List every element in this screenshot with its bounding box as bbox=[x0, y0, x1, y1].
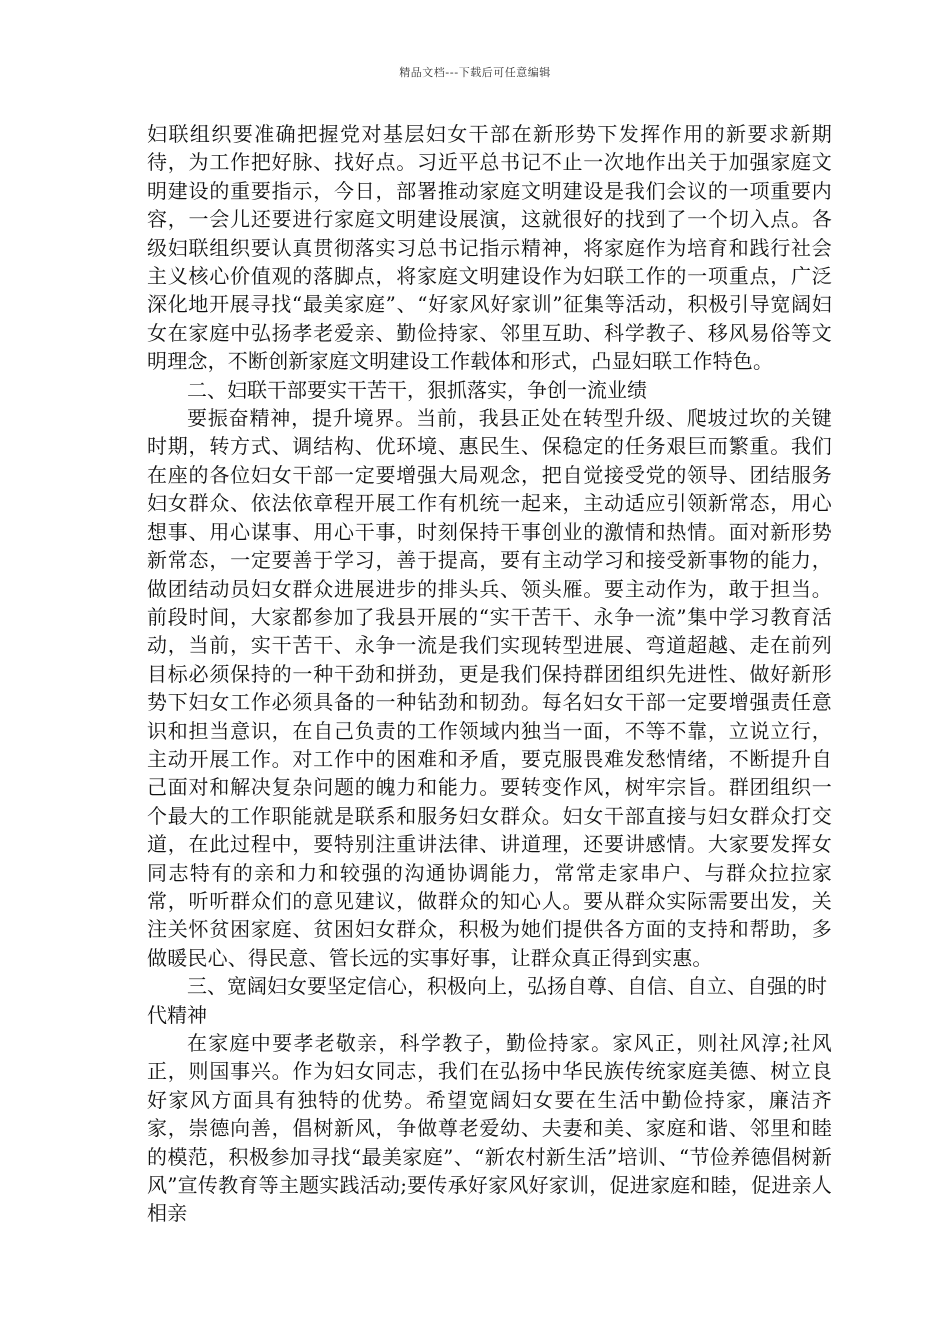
paragraph-1: 妇联组织要准确把握党对基层妇女干部在新形势下发挥作用的新要求新期待，为工作把好脉、找好点。习近平总书记不止一次地作出关于加强家庭文明建设的重要指示，今日，部署推动家庭文明建设是我们会议的一项重要内容，一会儿还要进行家庭文明建设展演，这就很好的找到了一个切入点。各级妇联组织要认真贯彻落实习总书记指示精神，将家庭作为培育和践行社会主义核心价值观的落脚点，将家庭文明建设作为妇联工作的一项重点，广泛深化地开展寻找“最美家庭”、“好家风好家训”征集等活动，积极引导宽阔妇女在家庭中弘扬孝老爱亲、勤俭持家、邻里互助、科学教子、移风易俗等文明理念，不断创新家庭文明建设工作载体和形式，凸显妇联工作特色。 bbox=[147, 122, 832, 374]
paragraph-3: 在家庭中要孝老敬亲，科学教子，勤俭持家。家风正，则社风淳;社风正，则国事兴。作为妇女同志，我们在弘扬中华民族传统家庭美德、树立良好家风方面具有独特的优势。希望宽阔妇女要在生活中勤俭持家，廉洁齐家，崇德向善，倡树新风，争做尊老爱幼、夫妻和美、家庭和谐、邻里和睦的模范，积极参加寻找“最美家庭”、“新农村新生活”培训、“节俭养德倡树新风”宣传教育等主题实践活动;要传承好家风好家训，促进家庭和睦，促进亲人相亲 bbox=[147, 1031, 832, 1226]
section-heading-2: 二、妇联干部要实干苦干，狠抓落实，争创一流业绩 bbox=[187, 377, 647, 402]
document-body bbox=[147, 120, 832, 1228]
section-heading-3: 三、宽阔妇女要坚定信心，积极向上，弘扬自尊、自信、自立、自强的时代精神 bbox=[147, 974, 827, 1027]
paragraph-2: 要振奋精神，提升境界。当前，我县正处在转型升级、爬坡过坎的关键时期，转方式、调结构、优环境、惠民生、保稳定的任务艰巨而繁重。我们在座的各位妇女干部一定要增强大局观念，把自觉接受党的领导、团结服务妇女群众、依法依章程开展工作有机统一起来，主动适应引领新常态，用心想事、用心谋事、用心干事，时刻保持干事创业的激情和热情。面对新形势新常态，一定要善于学习，善于提高，要有主动学习和接受新事物的能力，做团结动员妇女群众进展进步的排头兵、领头雁。要主动作为，敢于担当。前段时间，大家都参加了我县开展的“实干苦干、永争一流”集中学习教育活动，当前，实干苦干、永争一流是我们实现转型进展、弯道超越、走在前列目标必须保持的一种干劲和拼劲，更是我们保持群团组织先进性、做好新形势下妇女工作必须具备的一种钻劲和韧劲。每名妇女干部一定要增强责任意识和担当意识，在自己负责的工作领域内独当一面，不等不靠，立说立行，主动开展工作。对工作中的困难和矛盾，要克服畏难发愁情绪，不断提升自己面对和解决复杂问题的魄力和能力。要转变作风，树牢宗旨。群团组织一个最大的工作职能就是联系和服务妇女群众。妇女干部直接与妇女群众打交道，在此过程中，要特别注重讲法律、讲道理，还要讲感情。大家要发挥女同志特有的亲和力和较强的沟通协调能力，常常走家串户、与群众拉拉家常，听听群众们的意见建议，做群众的知心人。要从群众实际需要出发，关注关怀贫困家庭、贫困妇女群众，积极为她们提供各方面的支持和帮助，多做暖民心、得民意、管长远的实事好事，让群众真正得到实惠。 bbox=[147, 406, 832, 970]
page-header: 精品文档---下载后可任意编辑 bbox=[399, 66, 551, 79]
